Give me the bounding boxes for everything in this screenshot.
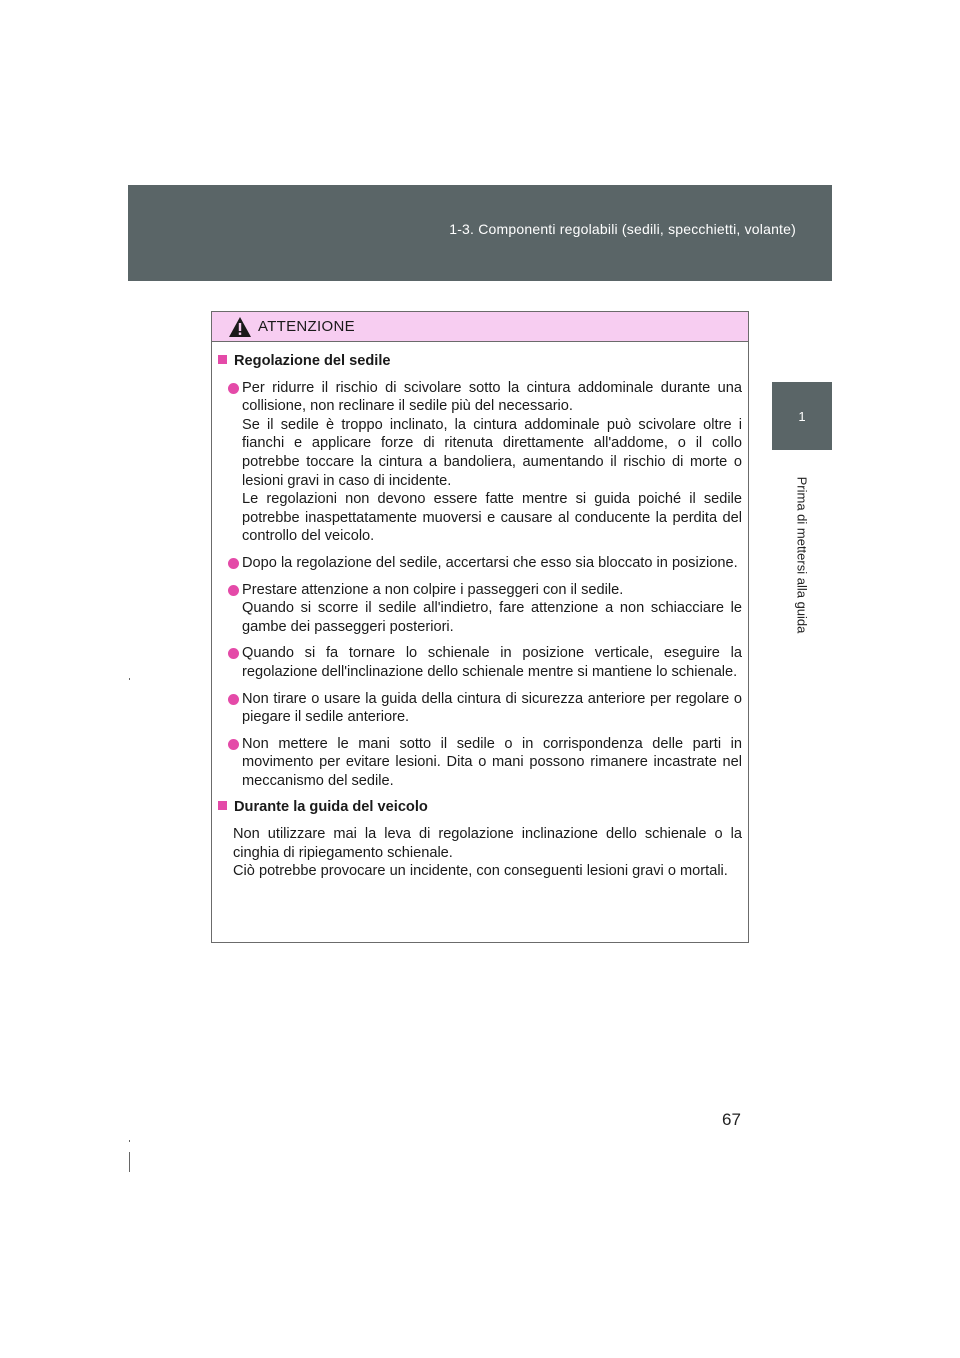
section-title: 1-3. Componenti regolabili (sedili, specchietti, volante) (449, 221, 796, 237)
list-item-text: Dopo la regolazione del sedile, accertarsi che esso sia bloccato in posizione. (242, 554, 738, 571)
chapter-number: 1 (798, 408, 806, 424)
paragraph-text: Non utilizzare mai la leva di regolazione inclinazione dello schienale o la cinghia di ripiegamento schienale. (233, 826, 742, 861)
list-item-text: Non tirare o usare la guida della cintura di sicurezza anteriore per regolare o piegare il sedile anteriore. (242, 690, 742, 726)
square-bullet-icon (218, 355, 227, 364)
list-item-text: Le regolazioni non devono essere fatte mentre si guida poiché il sedile potrebbe inaspettatamente muoversi e causare al conducente la perdita del controllo del veicolo. (242, 491, 742, 545)
section-heading-text: Durante la guida del veicolo (234, 799, 428, 816)
list-item-text: Prestare attenzione a non colpire i passeggeri con il sedile. (242, 581, 624, 598)
section-heading (218, 352, 742, 371)
list-item-text: Per ridurre il rischio di scivolare sotto la cintura addominale durante una collisione, non reclinare il sedile più del necessario. (242, 379, 742, 415)
section-heading (218, 798, 742, 817)
paragraph-text: Ciò potrebbe provocare un incidente, con conseguenti lesioni gravi o mortali. (233, 863, 728, 880)
circle-bullet-icon (228, 383, 239, 394)
circle-bullet-icon (228, 558, 239, 569)
circle-bullet-icon (228, 694, 239, 705)
circle-bullet-icon (228, 648, 239, 659)
margin-mark (129, 1152, 130, 1172)
list-item (218, 379, 742, 546)
warning-triangle-icon (228, 316, 252, 338)
chapter-tab (772, 382, 832, 450)
page-number: 67 (722, 1110, 741, 1129)
list-item-text: Non mettere le mani sotto il sedile o in corrispondenza delle parti in movimento per evitare lesioni. Dita o mani possono rimanere incastrate nel meccanismo del sedile. (242, 735, 742, 789)
section-heading-text: Regolazione del sedile (234, 353, 391, 369)
warning-box (211, 311, 749, 943)
list-item (218, 644, 742, 681)
square-bullet-icon (218, 801, 227, 810)
paragraph (218, 825, 742, 881)
warning-body (212, 342, 748, 881)
list-item (218, 690, 742, 727)
margin-mark (129, 678, 130, 680)
warning-title: ATTENZIONE (258, 318, 355, 335)
list-item-text: Quando si scorre il sedile all'indietro, fare attenzione a non schiacciare le gambe dei passeggeri posteriori. (242, 600, 742, 635)
list-item (218, 581, 742, 637)
list-item-text: Quando si fa tornare lo schienale in posizione verticale, eseguire la regolazione dell'inclinazione dello schienale mentre si mantiene lo schienale. (242, 645, 742, 680)
warning-header (212, 312, 748, 342)
circle-bullet-icon (228, 585, 239, 596)
header-band (128, 185, 832, 281)
circle-bullet-icon (228, 739, 239, 750)
margin-mark (129, 1140, 130, 1142)
chapter-label: Prima di mettersi alla guida (794, 476, 810, 634)
list-item-text: Se il sedile è troppo inclinato, la cintura addominale può scivolare oltre i fianchi e applicare forze di ritenuta direttamente all'addome, o il collo potrebbe toccare la cintura a bandoliera, aumentando il rischio di morte o lesioni gravi in caso di incidente. (242, 416, 742, 489)
list-item (218, 554, 742, 573)
list-item (218, 735, 742, 791)
